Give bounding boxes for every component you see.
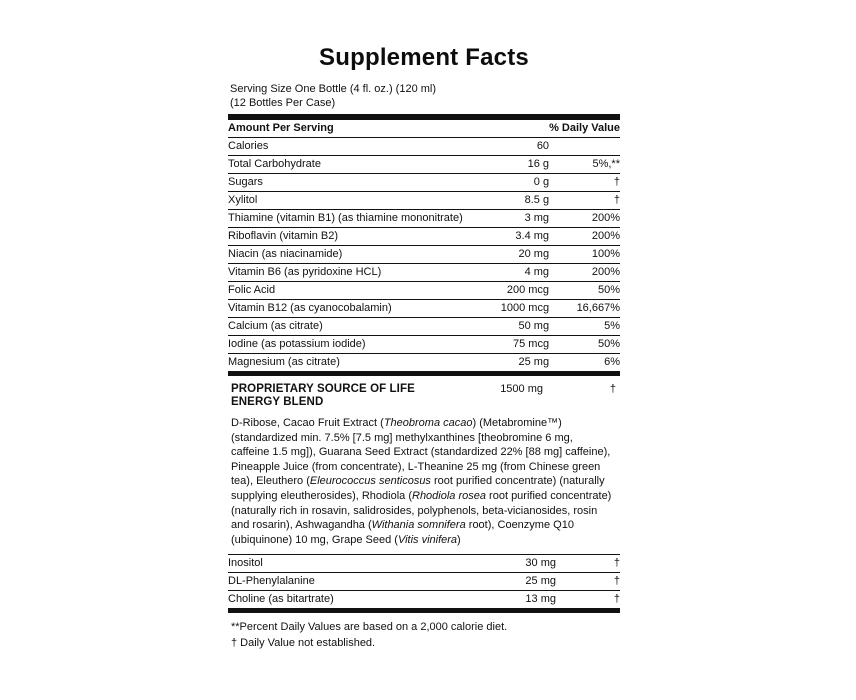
table-row xyxy=(228,591,620,609)
nutrient-amount: 60 xyxy=(536,140,550,152)
nutrient-name: Thiamine (vitamin B1) (as thiamine mononitrate) xyxy=(228,210,463,228)
nutrient-name: Vitamin B12 (as cyanocobalamin) xyxy=(228,300,463,318)
table-row xyxy=(228,246,620,264)
serving-info xyxy=(230,82,620,110)
nutrient-name: Inositol xyxy=(228,555,470,573)
blend-header-table xyxy=(228,382,620,410)
table-row xyxy=(228,300,620,318)
nutrient-dv: 200% xyxy=(549,210,620,228)
blend-amount: 1500 mg xyxy=(500,383,543,395)
table-row xyxy=(228,156,620,174)
nutrient-amount: 75 mcg xyxy=(463,336,549,354)
nutrient-dv: † xyxy=(556,555,620,573)
nutrient-dv: 50% xyxy=(549,282,620,300)
nutrient-dv xyxy=(549,138,620,156)
blend-name-line2: ENERGY BLEND xyxy=(231,396,324,408)
table-row xyxy=(228,174,620,192)
nutrient-amount: 25 mg xyxy=(470,573,556,591)
table-row xyxy=(228,192,620,210)
nutrient-amount: 20 mg xyxy=(463,246,549,264)
blend-name-line1: PROPRIETARY SOURCE OF LIFE xyxy=(231,383,415,395)
nutrient-name: Niacin (as niacinamide) xyxy=(228,246,463,264)
table-row xyxy=(228,282,620,300)
nutrient-amount: 3 mg xyxy=(463,210,549,228)
footnote-not-established: † Daily Value not established. xyxy=(231,637,376,650)
nutrient-dv: 200% xyxy=(549,264,620,282)
nutrient-dv: 50% xyxy=(549,336,620,354)
nutrient-dv: † xyxy=(549,192,620,210)
nutrient-name: Total Carbohydrate xyxy=(228,156,463,174)
nutrient-name: Calcium (as citrate) xyxy=(228,318,463,336)
nutrient-amount: 200 mcg xyxy=(463,282,549,300)
nutrient-dv: † xyxy=(556,591,620,609)
footnotes xyxy=(228,608,620,651)
nutrient-dv: 16,667% xyxy=(549,300,620,318)
nutrient-name: Calories xyxy=(228,140,269,152)
nutrient-amount: 16 g xyxy=(463,156,549,174)
nutrient-dv: 6% xyxy=(549,354,620,372)
blend-dv: † xyxy=(609,383,616,395)
header-amount-per-serving: Amount Per Serving xyxy=(228,120,463,138)
blend-header-row xyxy=(228,382,620,410)
nutrient-amount: 25 mg xyxy=(463,354,549,372)
table-row xyxy=(228,354,620,372)
table-row xyxy=(228,138,620,156)
supplement-facts-panel xyxy=(228,44,620,651)
table-row xyxy=(228,555,620,573)
proprietary-blend-section xyxy=(228,371,620,554)
nutrient-dv: 200% xyxy=(549,228,620,246)
nutrient-name: Xylitol xyxy=(228,192,463,210)
post-blend-table xyxy=(228,554,620,608)
blend-name xyxy=(228,382,456,410)
nutrient-name: Choline (as bitartrate) xyxy=(228,591,470,609)
header-spacer xyxy=(463,120,549,138)
nutrient-name: Folic Acid xyxy=(228,282,463,300)
nutrient-table xyxy=(228,119,620,371)
blend-ingredients: D-Ribose, Cacao Fruit Extract (Theobroma cacao) (Metabromine™) (standardized min. 7.5% [7.5 mg] methylxanthines [theobromine 6 mg, caffeine 1.5 mg]), Guarana Seed Extract (standardized 22% [88 mg] caffeine), Pineapple Juice (from concentrate), L-Theanine 25 mg (from Chinese green tea), Eleuthero (Eleurococcus senticosus root purified concentrate) (naturally supplying eleutherosides), Rhodiola (Rhodiola rosea root purified concentrate) (naturally rich in rosavin, salidrosides, polyphenols, beta-vicianosides, rosin and rosarin), Ashwagandha (Withania somnifera root), Coenzyme Q10 (ubiquinone) 10 mg, Grape Seed (Vitis vinifera) xyxy=(231,417,612,546)
nutrient-amount: 3.4 mg xyxy=(463,228,549,246)
nutrient-name: Riboflavin (vitamin B2) xyxy=(228,228,463,246)
nutrient-amount: 30 mg xyxy=(470,555,556,573)
nutrient-dv: 5% xyxy=(549,318,620,336)
bottles-per-case: (12 Bottles Per Case) xyxy=(230,97,336,109)
table-row xyxy=(228,573,620,591)
nutrient-table-body xyxy=(228,120,620,372)
nutrient-amount: 50 mg xyxy=(463,318,549,336)
table-row xyxy=(228,264,620,282)
nutrient-dv: 100% xyxy=(549,246,620,264)
nutrient-name: Magnesium (as citrate) xyxy=(228,354,463,372)
serving-size: Serving Size One Bottle (4 fl. oz.) (120 ml) xyxy=(230,83,437,95)
nutrient-dv: † xyxy=(556,573,620,591)
nutrient-dv: 5%,** xyxy=(549,156,620,174)
nutrient-name: DL-Phenylalanine xyxy=(228,573,470,591)
nutrient-name: Vitamin B6 (as pyridoxine HCL) xyxy=(228,264,463,282)
nutrient-amount: 0 g xyxy=(463,174,549,192)
nutrient-name: Iodine (as potassium iodide) xyxy=(228,336,463,354)
nutrient-amount: 1000 mcg xyxy=(463,300,549,318)
table-row xyxy=(228,336,620,354)
table-row xyxy=(228,210,620,228)
nutrient-name: Sugars xyxy=(228,174,463,192)
nutrient-dv: † xyxy=(549,174,620,192)
nutrient-amount: 8.5 g xyxy=(463,192,549,210)
header-daily-value: % Daily Value xyxy=(549,120,620,138)
page-title: Supplement Facts xyxy=(319,44,529,71)
nutrient-amount: 13 mg xyxy=(470,591,556,609)
footnote-daily-values: **Percent Daily Values are based on a 2,000 calorie diet. xyxy=(231,621,508,634)
nutrient-amount: 4 mg xyxy=(463,264,549,282)
table-row xyxy=(228,318,620,336)
table-row xyxy=(228,228,620,246)
table-header-row xyxy=(228,120,620,138)
